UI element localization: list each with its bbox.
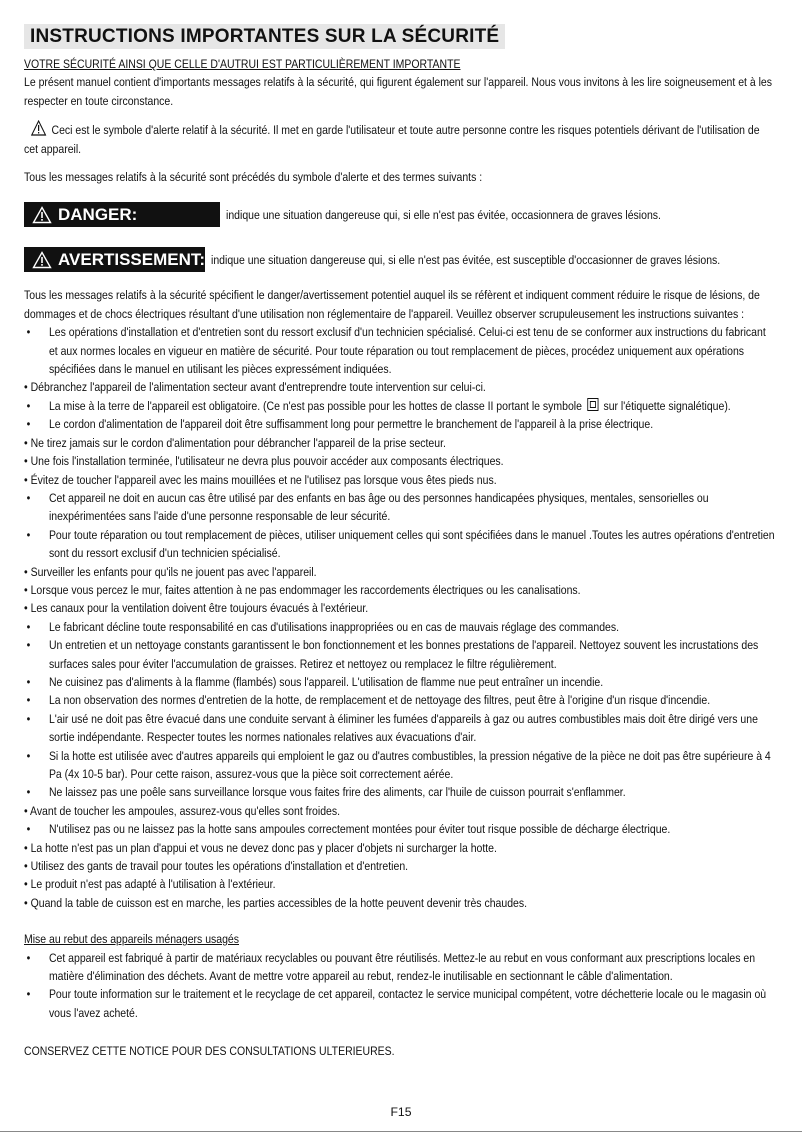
list-item: • Si la hotte est utilisée avec d'autres appareils qui emploient le gaz ou d'autres combustibles, la pression négative de la pièce ne doit pas être supérieure à 4 Pa (4x 10-5 bar). Pour cette raison, assurez-vous que la pièce soit correctement aérée. <box>26 748 771 781</box>
list-item: • Pour toute information sur le traitement et le recyclage de cet appareil, contactez le service municipal compétent, votre déchetterie locale ou le magasin où vous l'avez acheté. <box>26 987 767 1020</box>
list-item: • L'air usé ne doit pas être évacué dans une conduite servant à éliminer les fumées d'appareils à gaz ou autres combustibles mais doit être dirigé vers une sortie indépendante. Respecter toutes les normes nationales relatives aux évacuations d'air. <box>26 711 758 745</box>
list-item: • Évitez de toucher l'appareil avec les mains mouillées et ne l'utilisez pas lorsque vous êtes pieds nus. <box>24 472 497 487</box>
warning-triangle-icon <box>32 251 52 269</box>
disposal-list <box>24 949 776 1023</box>
page-bottom-divider <box>0 1131 802 1132</box>
list-item: • Utilisez des gants de travail pour toutes les opérations d'installation et d'entretien. <box>24 859 409 874</box>
alert-symbol-paragraph <box>24 120 776 158</box>
list-item: • Une fois l'installation terminée, l'utilisateur ne devra plus pouvoir accéder aux composants électriques. <box>24 454 504 469</box>
safety-heading: VOTRE SÉCURITÉ AINSI QUE CELLE D'AUTRUI EST PARTICULIÈREMENT IMPORTANTE <box>24 57 461 71</box>
list-item: • Le cordon d'alimentation de l'appareil doit être suffisamment long pour permettre le branchement de l'appareil à la prise électrique. <box>26 417 654 432</box>
list-item: • La non observation des normes d'entretien de la hotte, de remplacement et de nettoyage des filtres, peut être à l'origine d'un risque d'incendie. <box>26 693 711 708</box>
document-page <box>24 24 776 1061</box>
warning-triangle-icon <box>32 206 52 224</box>
list-item: • Lorsque vous percez le mur, faites attention à ne pas endommager les raccordements électriques ou les canalisations. <box>24 582 581 597</box>
list-item: • Quand la table de cuisson est en marche, les parties accessibles de la hotte peuvent devenir très chaudes. <box>24 895 528 910</box>
danger-text: indique une situation dangereuse qui, si elle n'est pas évitée, occasionnera de graves lésions. <box>226 207 661 222</box>
warning-label: AVERTISSEMENT: <box>58 249 206 269</box>
list-item: • Les canaux pour la ventilation doivent être toujours évacués à l'extérieur. <box>24 601 369 616</box>
danger-badge <box>24 202 220 227</box>
list-item: • Le produit n'est pas adapté à l'utilisation à l'extérieur. <box>24 877 276 892</box>
list-item: • Un entretien et un nettoyage constants garantissent le bon fonctionnement et les bonnes prestations de l'appareil. Nettoyez souvent les incrustations des surfaces sales pour éviter l'accumulation de graisses. Retirez et nettoyez ou remplacez le filtre régulièrement. <box>26 638 759 671</box>
list-item: • Les opérations d'installation et d'entretien sont du ressort exclusif d'un technicien spécialisé. Celui-ci est tenu de se conformer aux instructions du fabricant et aux normes locales en vigueur en matière de sécurité. Pour toute réparation ou tout remplacement de pièces, procédez uniquement aux opérations spécifiées dans le manuel en utilisant les pièces expressément indiquées. <box>26 325 766 377</box>
list-item: • Ne tirez jamais sur le cordon d'alimentation pour débrancher l'appareil de la prise secteur. <box>24 435 446 450</box>
danger-label: DANGER: <box>58 204 138 224</box>
list-item: • Ne laissez pas une poêle sans surveillance lorsque vous faites frire des aliments, car l'huile de cuisson pourrait s'enflammer. <box>26 785 626 800</box>
list-item: • Le fabricant décline toute responsabilité en cas d'utilisations inappropriées ou en cas de mauvais réglage des commandes. <box>26 619 620 634</box>
page-number: F15 <box>390 1105 412 1119</box>
list-item: • Surveiller les enfants pour qu'ils ne jouent pas avec l'appareil. <box>24 564 317 579</box>
disposal-heading: Mise au rebut des appareils ménagers usagés <box>24 932 239 947</box>
warning-text: indique une situation dangereuse qui, si elle n'est pas évitée, est susceptible d'occasionner de graves lésions. <box>211 252 721 267</box>
intro-paragraph: Le présent manuel contient d'importants messages relatifs à la sécurité, qui figurent également sur l'appareil. Nous vous invitons à les lire soigneusement et à les respecter en toute circonstance. <box>24 75 772 108</box>
safety-list <box>24 323 776 912</box>
conserve-notice: CONSERVEZ CETTE NOTICE POUR DES CONSULTATIONS ULTERIEURES. <box>24 1044 395 1059</box>
alert-symbol-text: Ceci est le symbole d'alerte relatif à la sécurité. Il met en garde l'utilisateur et toute autre personne contre les risques potentiels dérivant de l'utilisation de cet appareil. <box>24 123 760 156</box>
messages-specify: Tous les messages relatifs à la sécurité spécifient le danger/avertissement potentiel auquel ils se réfèrent et indiquent comment réduire le risque de lésions, de dommages et de chocs électriques résultant d'une utilisation non réglementaire de l'appareil. Veuillez observer scrupuleusement les instructions suivantes : <box>24 288 760 321</box>
warning-triangle-icon <box>31 120 46 136</box>
list-item: • Cet appareil ne doit en aucun cas être utilisé par des enfants en bas âge ou des personnes handicapées physiques, mentales, sensorielles ou inexpérimentées sans l'aide d'une personne responsable de leur sécurité. <box>26 490 709 524</box>
warning-row <box>24 247 776 272</box>
list-item: • N'utilisez pas ou ne laissez pas la hotte sans ampoules correctement montées pour éviter tout risque possible de décharge électrique. <box>26 822 671 837</box>
danger-row <box>24 202 776 227</box>
list-item: • Ne cuisinez pas d'aliments à la flamme (flambés) sous l'appareil. L'utilisation de flamme nue peut entraîner un incendie. <box>26 674 604 689</box>
list-item: • La mise à la terre de l'appareil est obligatoire. (Ce n'est pas possible pour les hottes de classe II portant le symbole sur l'étiquette signalétique). <box>26 398 731 413</box>
messages-intro: Tous les messages relatifs à la sécurité sont précédés du symbole d'alerte et des termes suivants : <box>24 170 483 185</box>
list-item: • Avant de toucher les ampoules, assurez-vous qu'elles sont froides. <box>24 803 341 818</box>
list-item: • Cet appareil est fabriqué à partir de matériaux recyclables ou pouvant être réutilisés. Mettez-le au rebut en vous conformant aux prescriptions locales en matière d'élimination des déchets. Avant de mettre votre appareil au rebut, rendez-le inutilisable en sectionnant le câble d'alimentation. <box>26 950 756 984</box>
warning-badge <box>24 247 205 272</box>
list-item: • Pour toute réparation ou tout remplacement de pièces, utiliser uniquement celles qui sont spécifiées dans le manuel .Toutes les autres opérations d'entretien sont du ressort exclusif d'un technicien spécialisé. <box>26 527 775 561</box>
list-item: • Débranchez l'appareil de l'alimentation secteur avant d'entreprendre toute intervention sur celui-ci. <box>24 380 486 395</box>
page-title: INSTRUCTIONS IMPORTANTES SUR LA SÉCURITÉ <box>24 24 505 49</box>
list-item: • La hotte n'est pas un plan d'appui et vous ne devez donc pas y placer d'objets ni surcharger la hotte. <box>24 840 497 855</box>
class-ii-symbol-icon <box>587 398 598 411</box>
